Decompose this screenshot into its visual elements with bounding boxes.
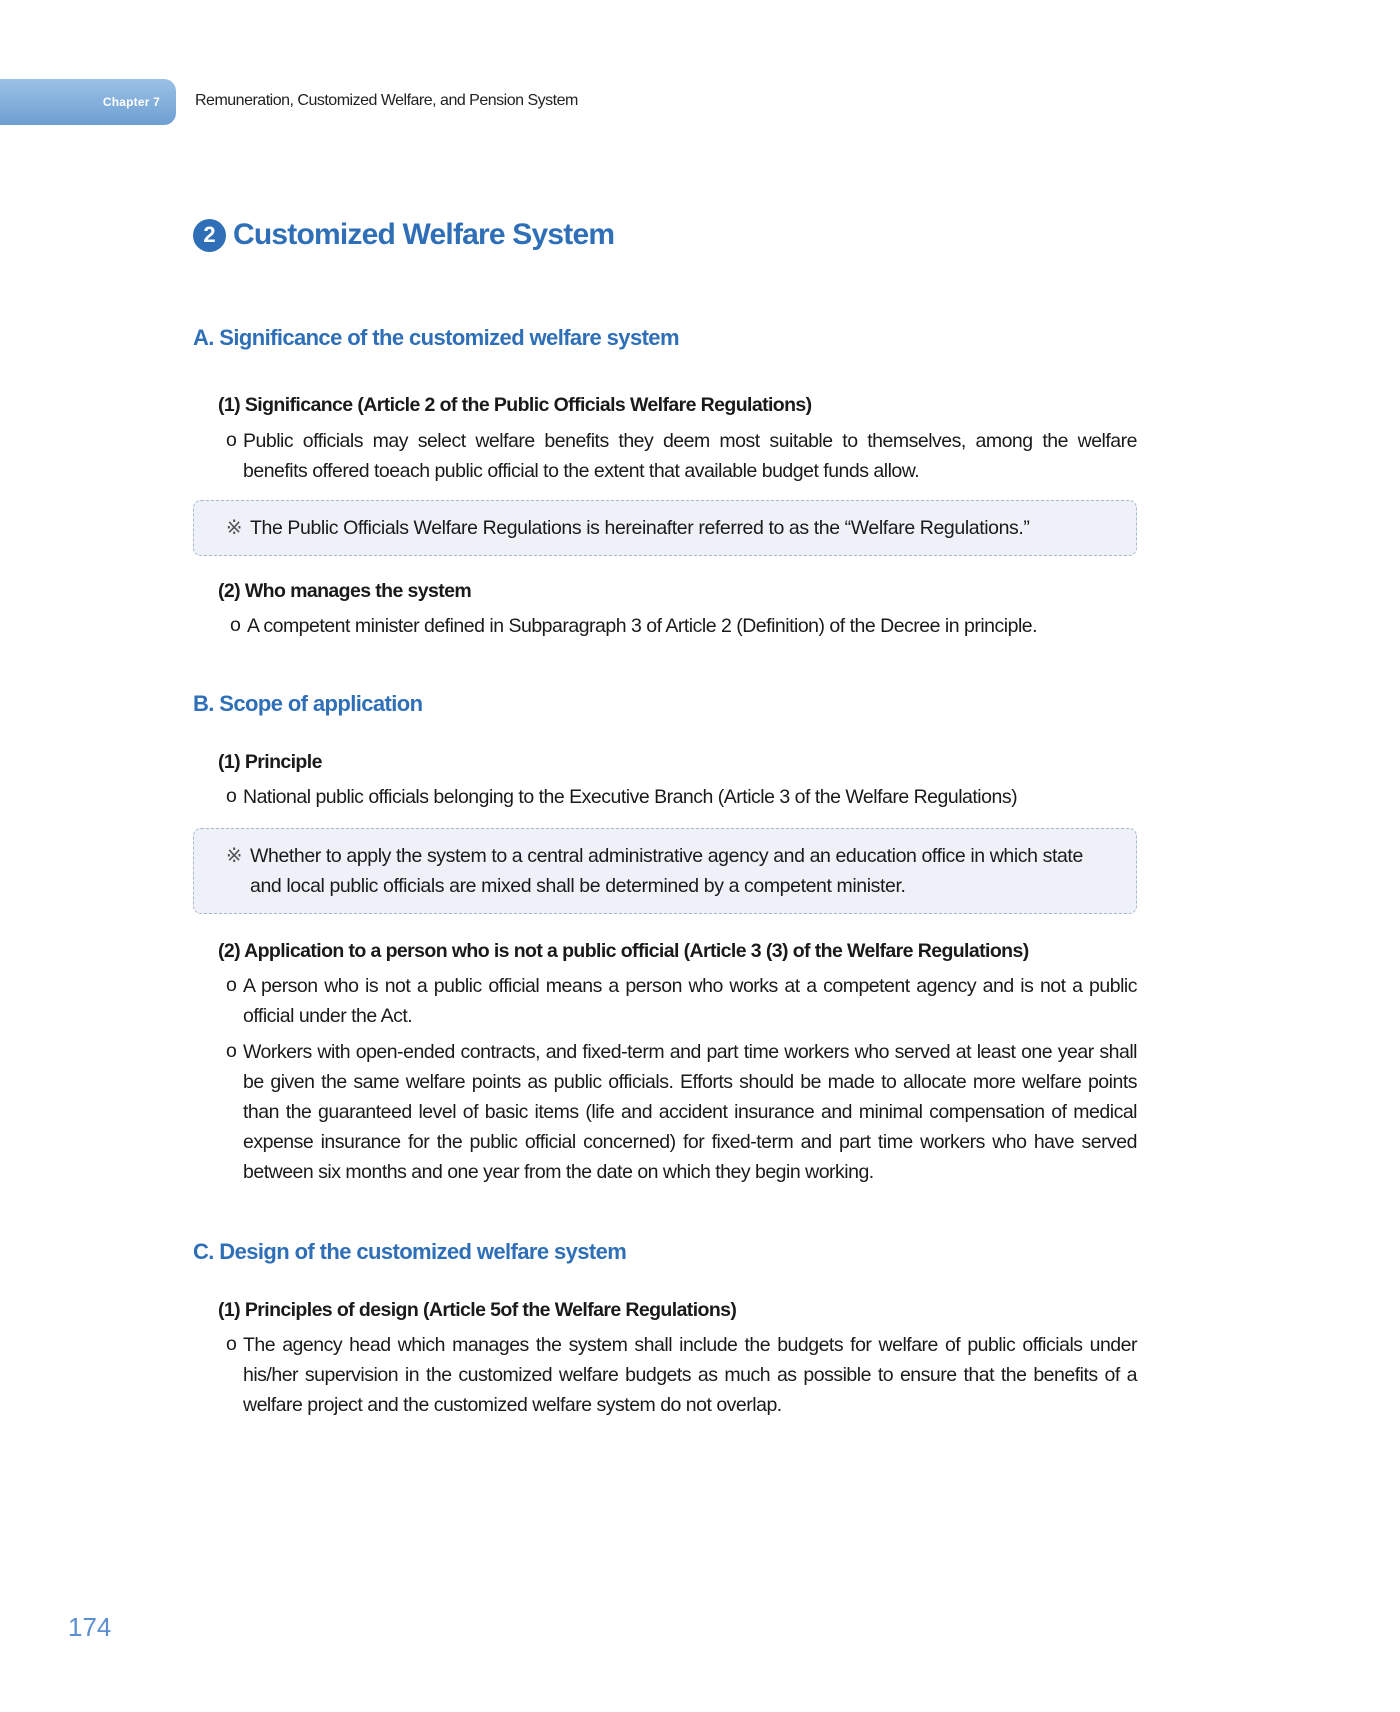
heading-part-a: A. Significance of the customized welfare system bbox=[193, 325, 679, 350]
section-title bbox=[193, 218, 614, 252]
subheading-a1: (1) Significance (Article 2 of the Public Officials Welfare Regulations) bbox=[218, 394, 812, 416]
bullet-b1-1: o National public officials belonging to the Executive Branch (Article 3 of the Welfare Regulations) bbox=[243, 782, 1137, 812]
note-a-text: The Public Officials Welfare Regulations is hereinafter referred to as the “Welfare Regulations.” bbox=[250, 517, 1030, 539]
subheading-c1: (1) Principles of design (Article 5of the Welfare Regulations) bbox=[218, 1299, 737, 1321]
bullet-a1-1: o Public officials may select welfare benefits they deem most suitable to themselves, among the welfare benefits offered toeach public official to the extent that available budget funds allow. bbox=[243, 426, 1137, 486]
subheading-b1: (1) Principle bbox=[218, 751, 322, 773]
subheading-b2: (2) Application to a person who is not a public official (Article 3 (3) of the Welfare Regulations) bbox=[218, 940, 1029, 962]
note-box-b bbox=[193, 828, 1137, 914]
subheading-a2: (2) Who manages the system bbox=[218, 580, 472, 602]
reference-mark-icon: ※ bbox=[226, 517, 242, 539]
heading-part-b: B. Scope of application bbox=[193, 691, 423, 716]
section-number-badge: 2 bbox=[193, 219, 226, 252]
reference-mark-icon: ※ bbox=[226, 845, 242, 867]
note-box-a bbox=[193, 500, 1137, 556]
bullet-b2-1: o A person who is not a public official means a person who works at a competent agency and is not a public official under the Act. bbox=[243, 971, 1137, 1031]
running-header: Remuneration, Customized Welfare, and Pension System bbox=[195, 92, 578, 109]
heading-part-c: C. Design of the customized welfare system bbox=[193, 1239, 627, 1264]
note-b-text: Whether to apply the system to a central administrative agency and an education office in which state and local public officials are mixed shall be determined by a competent minister. bbox=[250, 845, 1083, 897]
section-title-text: Customized Welfare System bbox=[233, 218, 615, 251]
page-number: 174 bbox=[68, 1612, 112, 1642]
bullet-a2-1: o A competent minister defined in Subparagraph 3 of Article 2 (Definition) of the Decree in principle. bbox=[247, 611, 1137, 641]
bullet-b2-2: o Workers with open-ended contracts, and fixed-term and part time workers who served at least one year shall be given the same welfare points as public officials. Efforts should be made to allocate more welfare points than the guaranteed level of basic items (life and accident insurance and minimal compensation of medical expense insurance for the public official concerned) for fixed-term and part time workers who have served between six months and one year from the date on which they begin working. bbox=[243, 1037, 1137, 1187]
chapter-tab bbox=[0, 79, 176, 125]
main-content bbox=[193, 325, 1137, 1420]
bullet-c1-1: o The agency head which manages the system shall include the budgets for welfare of public officials under his/her supervision in the customized welfare budgets as much as possible to ensure that the benefits of a welfare project and the customized welfare system do not overlap. bbox=[243, 1330, 1137, 1420]
chapter-label: Chapter 7 bbox=[102, 95, 160, 109]
